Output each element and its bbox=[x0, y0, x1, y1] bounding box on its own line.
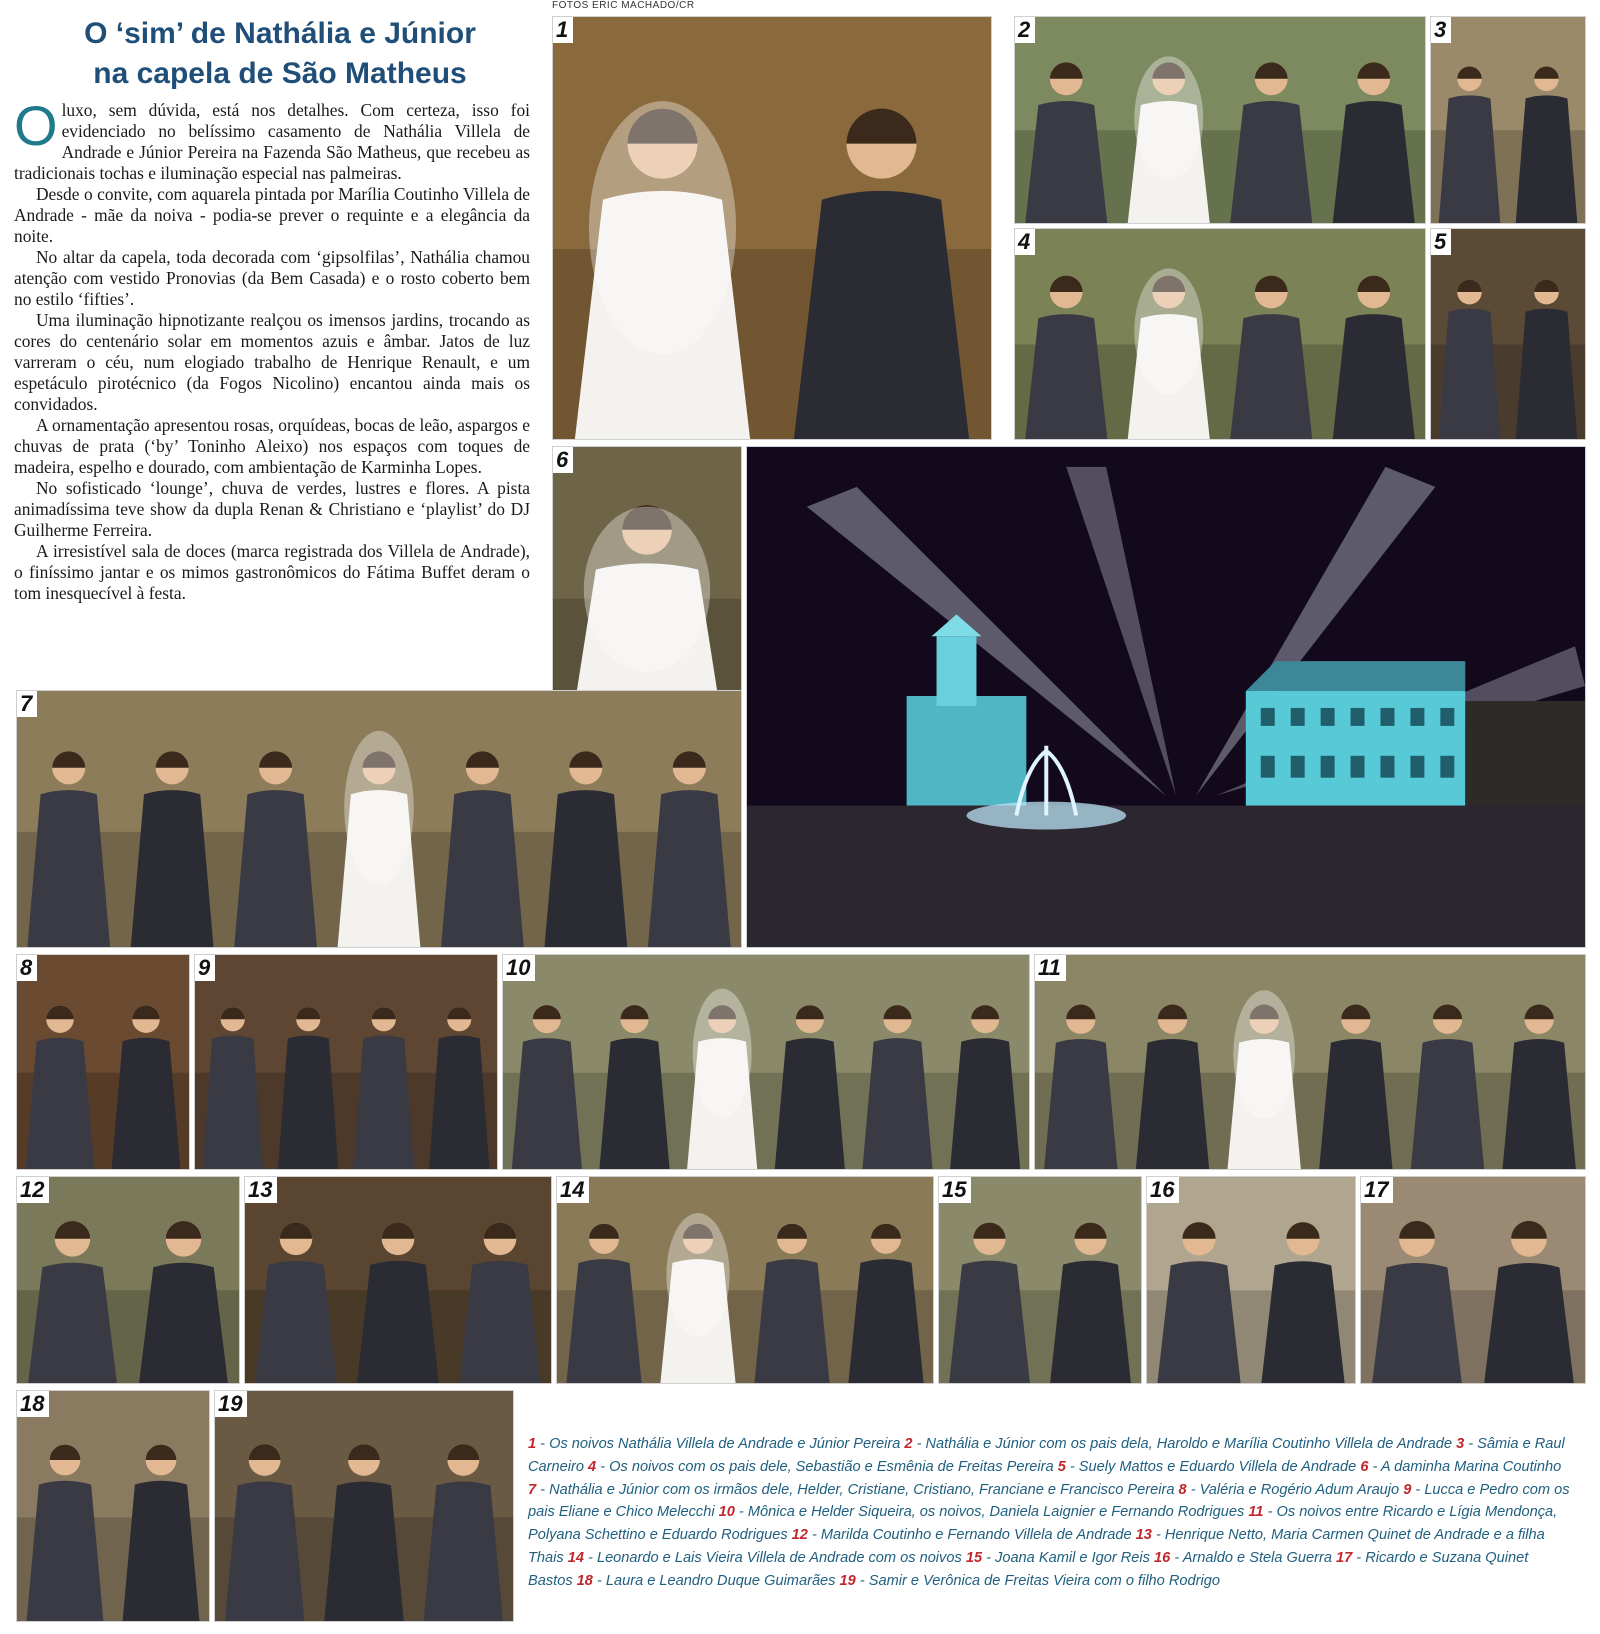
person-figure bbox=[775, 1038, 845, 1169]
photo-number: 10 bbox=[503, 955, 535, 981]
person-figure bbox=[949, 1261, 1030, 1383]
person-figure bbox=[1230, 101, 1312, 223]
caption-text: - Samir e Verônica de Freitas Vieira com o filho Rodrigo bbox=[855, 1572, 1220, 1589]
photo-8 bbox=[16, 954, 190, 1170]
person-figure bbox=[225, 1481, 304, 1621]
person-figure bbox=[131, 790, 214, 947]
person-figure bbox=[1157, 1261, 1240, 1383]
photo-number: 6 bbox=[553, 447, 573, 473]
caption-text: - Nathália e Júnior com os pais dela, Haroldo e Marília Coutinho Villela de Andrade bbox=[912, 1436, 1457, 1452]
photo-scene bbox=[17, 1391, 209, 1621]
person-figure bbox=[1261, 1261, 1344, 1383]
photo-number: 14 bbox=[557, 1177, 589, 1203]
photo-credit: FOTOS ERIC MACHADO/CR bbox=[552, 0, 695, 11]
photo-scene bbox=[245, 1177, 551, 1383]
photo-1 bbox=[552, 16, 992, 440]
photo-scene bbox=[195, 955, 497, 1169]
photo-11 bbox=[1034, 954, 1586, 1170]
article-paragraph: A irresistível sala de doces (marca registrada dos Villela de Andrade), o finíssimo jantar e os mimos gastronômicos do Fátima Buffet deram o tom inesquecível à festa. bbox=[14, 541, 530, 603]
caption-number: 3 bbox=[1456, 1436, 1465, 1452]
photo-scene bbox=[553, 17, 991, 439]
person-figure bbox=[1050, 1261, 1131, 1383]
caption-number: 18 bbox=[576, 1572, 593, 1589]
caption-number: 15 bbox=[965, 1549, 983, 1566]
photo-number: 3 bbox=[1431, 17, 1451, 43]
person-figure bbox=[950, 1038, 1020, 1169]
photo-9 bbox=[194, 954, 498, 1170]
article-paragraph: No sofisticado ‘lounge’, chuva de verdes, lustres e flores. A pista animadíssima teve show da dupla Renan & Christiano e ‘playlist’ do DJ Guilherme Ferreira. bbox=[14, 478, 530, 540]
photo-scene bbox=[1361, 1177, 1585, 1383]
caption-text: - Ricardo e Suzana Quinet Bastos bbox=[528, 1549, 1529, 1589]
chapel-tower bbox=[937, 636, 977, 706]
caption-number: 8 bbox=[1178, 1481, 1187, 1498]
photo-16 bbox=[1146, 1176, 1356, 1384]
dropcap: O bbox=[14, 94, 58, 157]
photo-4 bbox=[1014, 228, 1426, 440]
photo-number: 2 bbox=[1015, 17, 1035, 43]
bridal-veil bbox=[693, 989, 752, 1117]
caption-text: - Sâmia e Raul Carneiro bbox=[528, 1436, 1565, 1475]
night-estate-scene bbox=[747, 447, 1585, 947]
person-figure bbox=[1411, 1039, 1484, 1169]
photo-number: 16 bbox=[1147, 1177, 1179, 1203]
bridal-veil bbox=[1233, 990, 1295, 1118]
bridal-veil bbox=[1134, 268, 1203, 394]
headline-line-1: O ‘sim’ de Nathália e Júnior bbox=[84, 17, 476, 50]
photo-scene bbox=[215, 1391, 513, 1621]
photo-scene bbox=[1035, 955, 1585, 1169]
caption-number: 10 bbox=[718, 1504, 735, 1521]
person-figure bbox=[1503, 1039, 1576, 1169]
person-figure bbox=[1439, 309, 1501, 439]
photo-6 bbox=[552, 446, 742, 724]
photo-scene bbox=[1015, 17, 1425, 223]
photo-12 bbox=[16, 1176, 240, 1384]
photo-night-estate bbox=[746, 446, 1586, 948]
caption-number: 17 bbox=[1336, 1549, 1353, 1566]
bridal-veil bbox=[666, 1213, 729, 1337]
photo-number: 17 bbox=[1361, 1177, 1393, 1203]
photo-number: 11 bbox=[1035, 955, 1066, 981]
person-figure bbox=[848, 1259, 923, 1383]
person-figure bbox=[1516, 309, 1578, 439]
photo-3 bbox=[1430, 16, 1586, 224]
person-figure bbox=[28, 1263, 117, 1383]
photo-10 bbox=[502, 954, 1030, 1170]
caption-number: 14 bbox=[567, 1549, 584, 1566]
bridal-veil bbox=[1134, 56, 1203, 180]
person-figure bbox=[459, 1261, 541, 1383]
photo-number: 13 bbox=[245, 1177, 277, 1203]
photo-number: 1 bbox=[553, 17, 573, 43]
person-figure bbox=[1136, 1039, 1209, 1169]
photo-scene bbox=[1015, 229, 1425, 439]
photo-number: 19 bbox=[215, 1391, 247, 1417]
caption-text: - Marilda Coutinho e Fernando Villela de Andrade bbox=[807, 1527, 1136, 1544]
photo-scene bbox=[17, 691, 741, 947]
photo-scene bbox=[553, 447, 741, 723]
caption-text: - Suely Mattos e Eduardo Villela de Andrade bbox=[1065, 1458, 1361, 1475]
caption-text: - Os noivos Nathália Villela de Andrade e Júnior Pereira bbox=[536, 1436, 905, 1452]
article-paragraph: No altar da capela, toda decorada com ‘gipsolfilas’, Nathália chamou atenção com vestido Pronovias (da Bem Casada) e o rosto coberto bem no estilo ‘fifties’. bbox=[14, 247, 530, 309]
bridal-veil bbox=[584, 507, 710, 673]
person-figure bbox=[794, 191, 969, 439]
caption-text: - Nathália e Júnior com os irmãos dele, Helder, Cristiane, Cristiano, Franciane e Francisco Pereira bbox=[536, 1481, 1179, 1498]
photo-2 bbox=[1014, 16, 1426, 224]
person-figure bbox=[1333, 101, 1415, 223]
article-paragraph: A ornamentação apresentou rosas, orquídeas, bocas de leão, aspargos e chuvas de prata (‘by’ Toninho Aleixo) nos espaços com toques de madeira, espelho e dourado, com ambientação de Karminha Lopes. bbox=[14, 415, 530, 477]
person-figure bbox=[112, 1038, 181, 1169]
person-figure bbox=[1484, 1263, 1574, 1383]
photo-17 bbox=[1360, 1176, 1586, 1384]
caption-text: - A daminha Marina Coutinho bbox=[1368, 1458, 1562, 1475]
photo-15 bbox=[938, 1176, 1142, 1384]
person-figure bbox=[424, 1481, 503, 1621]
caption-text: - Os noivos entre Ricardo e Lígia Mendonça, Polyana Schettino e Eduardo Rodrigues bbox=[528, 1504, 1558, 1544]
photo-13 bbox=[244, 1176, 552, 1384]
caption-text: - Valéria e Rogério Adum Araujo bbox=[1186, 1481, 1404, 1498]
photo-scene bbox=[17, 1177, 239, 1383]
person-figure bbox=[27, 790, 110, 947]
person-figure bbox=[599, 1038, 669, 1169]
caption-number: 13 bbox=[1135, 1527, 1152, 1544]
caption-number: 1 bbox=[528, 1436, 537, 1452]
person-figure bbox=[234, 790, 317, 947]
caption-text: - Leonardo e Lais Vieira Villela de Andrade com os noivos bbox=[583, 1549, 966, 1566]
photo-captions bbox=[528, 1433, 1572, 1593]
photo-number: 5 bbox=[1431, 229, 1451, 255]
person-figure bbox=[354, 1036, 414, 1169]
photo-5 bbox=[1430, 228, 1586, 440]
person-figure bbox=[278, 1036, 338, 1169]
person-figure bbox=[1439, 95, 1501, 223]
chapel bbox=[907, 696, 1027, 806]
person-figure bbox=[544, 790, 627, 947]
caption-number: 19 bbox=[839, 1572, 856, 1589]
person-figure bbox=[648, 790, 731, 947]
photo-scene bbox=[939, 1177, 1141, 1383]
caption-number: 11 bbox=[1248, 1504, 1264, 1521]
person-figure bbox=[255, 1261, 337, 1383]
photo-number: 15 bbox=[939, 1177, 971, 1203]
caption-number: 4 bbox=[588, 1458, 597, 1475]
article-paragraph: Desde o convite, com aquarela pintada por Marília Coutinho Villela de Andrade - mãe da noiva - podia-se prever o requinte e a elegância da noite. bbox=[14, 184, 530, 246]
photo-floor bbox=[1035, 1073, 1585, 1169]
caption-text: - Laura e Leandro Duque Guimarães bbox=[592, 1572, 840, 1589]
article-paragraph: Uma iluminação hipnotizante realçou os imensos jardins, trocando as cores do centenário solar em momentos azuis e âmbar. Jatos de luz varreram o céu, num elogiado trabalho de Henrique Renault, e um espetáculo pirotécnico (da Fogos Nicolino) encantou ainda mais os convidados. bbox=[14, 310, 530, 414]
headline bbox=[20, 14, 540, 94]
caption-text: - Henrique Netto, Maria Carmen Quinet de Andrade e a filha Thais bbox=[528, 1527, 1545, 1566]
photo-number: 12 bbox=[17, 1177, 49, 1203]
caption-text: - Joana Kamil e Igor Reis bbox=[982, 1549, 1155, 1566]
caption-number: 2 bbox=[904, 1436, 913, 1452]
photo-14 bbox=[556, 1176, 934, 1384]
person-figure bbox=[203, 1036, 263, 1169]
caption-number: 6 bbox=[1360, 1458, 1369, 1475]
person-figure bbox=[27, 1481, 104, 1621]
photo-scene bbox=[503, 955, 1029, 1169]
photo-floor bbox=[503, 1073, 1029, 1169]
person-figure bbox=[512, 1038, 582, 1169]
photo-19 bbox=[214, 1390, 514, 1622]
person-figure bbox=[357, 1261, 439, 1383]
photo-number: 18 bbox=[17, 1391, 49, 1417]
caption-text: - Mônica e Helder Siqueira, os noivos, Daniela Laignier e Fernando Rodrigues bbox=[734, 1504, 1249, 1521]
caption-text: - Lucca e Pedro com os pais Eliane e Chico Melecchi bbox=[528, 1481, 1570, 1521]
photo-number: 7 bbox=[17, 691, 37, 717]
person-figure bbox=[324, 1481, 403, 1621]
caption-number: 7 bbox=[528, 1481, 537, 1498]
person-figure bbox=[429, 1036, 489, 1169]
bridal-veil bbox=[344, 731, 414, 885]
person-figure bbox=[1025, 101, 1107, 223]
person-figure bbox=[1516, 95, 1578, 223]
person-figure bbox=[1372, 1263, 1462, 1383]
article-paragraph: Oluxo, sem dúvida, está nos detalhes. Com certeza, isso foi evidenciado no belíssimo casamento de Nathália Villela de Andrade e Júnior Pereira na Fazenda São Matheus, que recebeu as tradicionais tochas e iluminação especial nas palmeiras. bbox=[14, 94, 530, 183]
photo-scene bbox=[1147, 1177, 1355, 1383]
photo-scene bbox=[557, 1177, 933, 1383]
person-figure bbox=[139, 1263, 228, 1383]
caption-number: 5 bbox=[1057, 1458, 1066, 1475]
caption-number: 9 bbox=[1403, 1481, 1412, 1498]
photo-scene bbox=[1431, 229, 1585, 439]
lawn bbox=[747, 806, 1585, 947]
article-body bbox=[14, 94, 530, 604]
photo-number: 8 bbox=[17, 955, 37, 981]
photo-number: 4 bbox=[1015, 229, 1035, 255]
person-figure bbox=[1319, 1039, 1392, 1169]
photo-number: 9 bbox=[195, 955, 215, 981]
photo-scene bbox=[17, 955, 189, 1169]
caption-number: 16 bbox=[1154, 1549, 1171, 1566]
caption-text: - Os noivos com os pais dele, Sebastião e Esmênia de Freitas Pereira bbox=[596, 1458, 1058, 1475]
caption-number: 12 bbox=[791, 1527, 808, 1544]
person-figure bbox=[862, 1038, 932, 1169]
person-figure bbox=[1025, 314, 1107, 439]
person-figure bbox=[123, 1481, 200, 1621]
person-figure bbox=[1230, 314, 1312, 439]
person-figure bbox=[1333, 314, 1415, 439]
person-figure bbox=[1044, 1039, 1117, 1169]
person-figure bbox=[26, 1038, 95, 1169]
caption-text: - Arnaldo e Stela Guerra bbox=[1170, 1549, 1337, 1566]
headline-line-2: na capela de São Matheus bbox=[93, 57, 467, 90]
person-figure bbox=[754, 1259, 829, 1383]
photo-7 bbox=[16, 690, 742, 948]
bridal-veil bbox=[589, 101, 736, 354]
person-figure bbox=[566, 1259, 641, 1383]
photo-scene bbox=[1431, 17, 1585, 223]
person-figure bbox=[441, 790, 524, 947]
photo-18 bbox=[16, 1390, 210, 1622]
